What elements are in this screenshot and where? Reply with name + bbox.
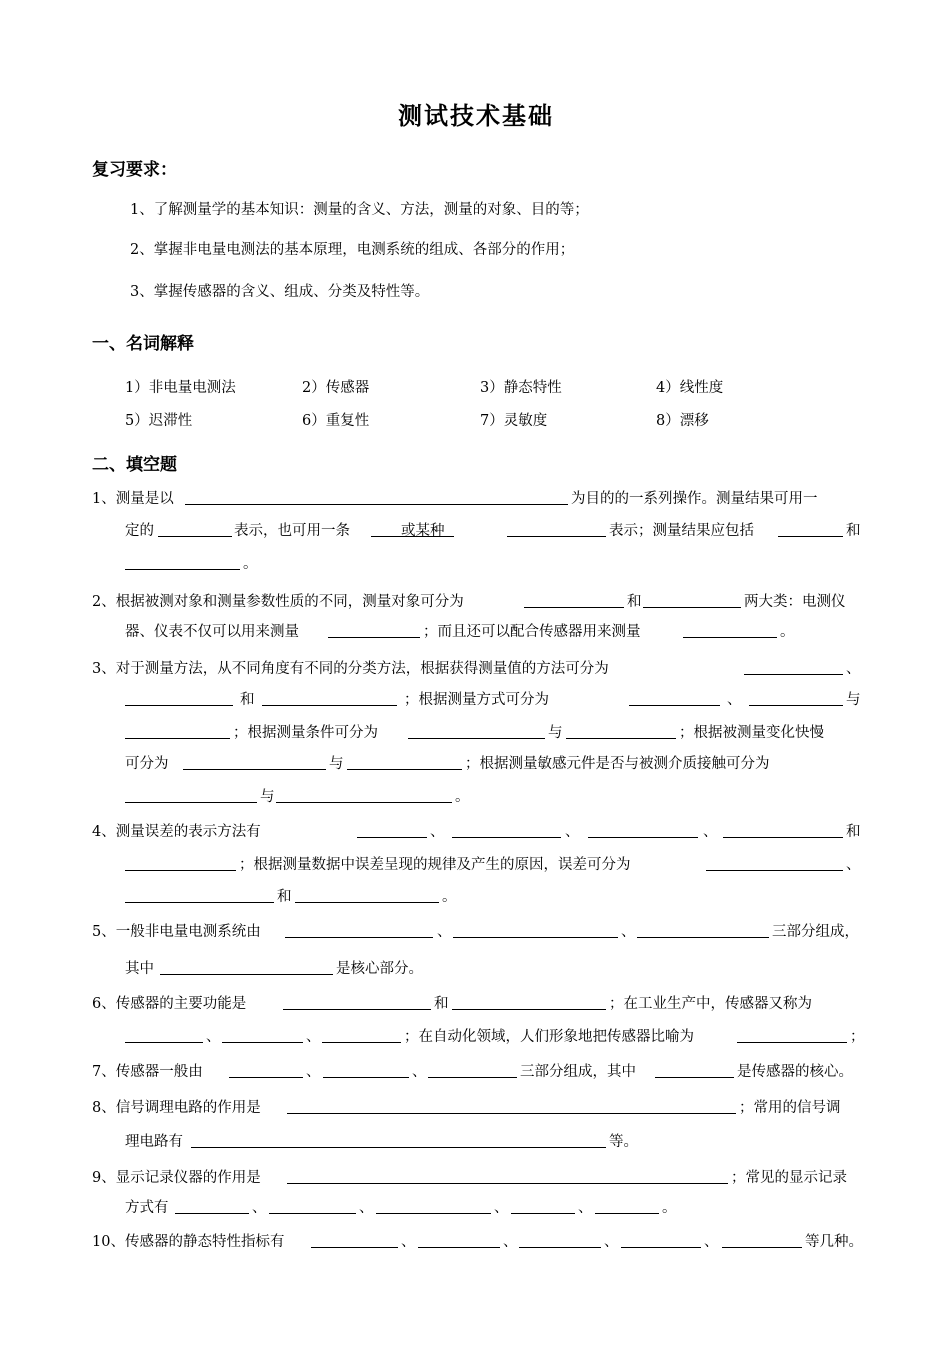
question-text: 、 <box>401 1234 416 1250</box>
answer-blank[interactable] <box>637 937 769 938</box>
answer-blank[interactable] <box>723 837 843 838</box>
question-text: 、 <box>703 824 718 840</box>
answer-blank[interactable] <box>778 536 843 537</box>
answer-blank[interactable] <box>125 870 236 871</box>
question-text: 与 <box>260 789 275 805</box>
answer-blank[interactable] <box>737 1042 847 1043</box>
question-text: 、 <box>412 1064 427 1080</box>
question-text: 为目的的一系列操作。测量结果可用一 <box>571 491 818 507</box>
question-text: 。 <box>243 556 258 572</box>
question-text: 和 <box>627 594 642 610</box>
question-text: 、 <box>359 1200 374 1216</box>
term-item: 3）静态特性 <box>480 380 562 396</box>
question-text: 。 <box>662 1200 677 1216</box>
question-text: 方式有 <box>125 1200 169 1216</box>
question-text: 与 <box>329 756 344 772</box>
question-text: 两大类：电测仪 <box>744 594 846 610</box>
answer-blank[interactable] <box>283 1009 431 1010</box>
answer-blank[interactable] <box>323 1077 409 1078</box>
answer-blank[interactable] <box>655 1077 734 1078</box>
question-text: 、 <box>437 924 452 940</box>
question-text: 、 <box>206 1029 221 1045</box>
term-item: 8）漂移 <box>656 413 709 429</box>
answer-blank[interactable] <box>191 1147 606 1148</box>
answer-blank[interactable] <box>125 705 233 706</box>
question-text: 和 <box>277 889 292 905</box>
answer-blank[interactable] <box>183 769 326 770</box>
answer-blank[interactable] <box>222 1042 303 1043</box>
answer-blank[interactable] <box>295 902 439 903</box>
question-text: 表示，也可用一条 <box>234 523 350 539</box>
question-text: 、 <box>252 1200 267 1216</box>
answer-blank[interactable] <box>722 1247 802 1248</box>
term-item: 4）线性度 <box>656 380 724 396</box>
answer-blank[interactable] <box>276 802 452 803</box>
question-text: 、 <box>621 924 636 940</box>
question-text: 其中 <box>125 961 154 977</box>
answer-blank[interactable] <box>749 705 843 706</box>
answer-blank[interactable] <box>328 637 420 638</box>
answer-blank[interactable] <box>322 1042 401 1043</box>
answer-blank[interactable] <box>706 870 843 871</box>
answer-blank[interactable] <box>408 738 545 739</box>
question-text: 等几种。 <box>805 1234 863 1250</box>
answer-blank[interactable] <box>311 1247 398 1248</box>
question-text: 、 <box>503 1234 518 1250</box>
question-text: 表示；测量结果应包括 <box>609 523 754 539</box>
answer-blank[interactable] <box>595 1213 659 1214</box>
question-text: 三部分组成， <box>772 924 859 940</box>
question-text: 等。 <box>609 1134 638 1150</box>
question-text: ；根据被测量变化快慢 <box>679 725 824 741</box>
term-item: 7）灵敏度 <box>480 413 548 429</box>
question-text: 、 <box>604 1234 619 1250</box>
question-text: 可分为 <box>125 756 169 772</box>
answer-blank[interactable] <box>683 637 777 638</box>
question-text: ；根据测量条件可分为 <box>233 725 378 741</box>
question-text: 、 <box>578 1200 593 1216</box>
answer-blank[interactable] <box>357 837 427 838</box>
question-text: 与 <box>548 725 563 741</box>
answer-blank[interactable] <box>418 1247 500 1248</box>
question-text: 1、测量是以 <box>92 491 174 507</box>
question-text: 、 <box>727 692 742 708</box>
question-text: 或某种 <box>401 523 445 539</box>
answer-blank[interactable] <box>125 1042 203 1043</box>
question-text: 三部分组成，其中 <box>520 1064 636 1080</box>
question-text: 4、测量误差的表示方法有 <box>92 824 261 840</box>
answer-blank[interactable] <box>158 536 232 537</box>
answer-blank[interactable] <box>347 769 462 770</box>
answer-blank[interactable] <box>566 738 676 739</box>
question-text: ；而且还可以配合传感器用来测量 <box>423 624 641 640</box>
question-text: 和 <box>846 824 861 840</box>
question-text: ；根据测量敏感元件是否与被测介质接触可分为 <box>465 756 770 772</box>
answer-blank[interactable] <box>453 937 618 938</box>
question-text: 3、对于测量方法，从不同角度有不同的分类方法，根据获得测量值的方法可分为 <box>92 661 609 677</box>
question-text: 、 <box>846 661 861 677</box>
answer-blank[interactable] <box>376 1213 491 1214</box>
question-text: 、 <box>306 1064 321 1080</box>
answer-blank[interactable] <box>262 705 397 706</box>
answer-blank[interactable] <box>629 705 720 706</box>
question-text: 8、信号调理电路的作用是 <box>92 1100 261 1116</box>
answer-blank[interactable] <box>621 1247 701 1248</box>
question-text: 、 <box>494 1200 509 1216</box>
section2-heading: 二、填空题 <box>92 455 177 475</box>
question-text: 2、根据被测对象和测量参数性质的不同，测量对象可分为 <box>92 594 464 610</box>
question-text: 是核心部分。 <box>336 961 423 977</box>
answer-blank[interactable] <box>160 974 333 975</box>
answer-blank[interactable] <box>519 1247 601 1248</box>
question-text: 。 <box>455 789 470 805</box>
question-text: 、 <box>306 1029 321 1045</box>
question-text: 定的 <box>125 523 154 539</box>
review-heading: 复习要求： <box>92 160 177 180</box>
question-text: 5、一般非电量电测系统由 <box>92 924 261 940</box>
review-item: 1、了解测量学的基本知识：测量的含义、方法，测量的对象、目的等； <box>130 202 589 218</box>
question-text: ；根据测量方式可分为 <box>404 692 549 708</box>
question-text: ；在自动化领域，人们形象地把传感器比喻为 <box>404 1029 694 1045</box>
question-text: 、 <box>846 857 861 873</box>
answer-blank[interactable] <box>507 536 606 537</box>
answer-blank[interactable] <box>287 1113 736 1114</box>
question-text: 6、传感器的主要功能是 <box>92 996 247 1012</box>
term-item: 6）重复性 <box>302 413 370 429</box>
question-text: 和 <box>846 523 861 539</box>
question-text: 与 <box>846 692 861 708</box>
answer-blank[interactable] <box>125 738 230 739</box>
answer-blank[interactable] <box>452 1009 606 1010</box>
answer-blank[interactable] <box>125 802 257 803</box>
answer-blank[interactable] <box>175 1213 249 1214</box>
question-text: 。 <box>780 624 795 640</box>
term-item: 2）传感器 <box>302 380 370 396</box>
question-text: 和 <box>434 996 449 1012</box>
question-text: 9、显示记录仪器的作用是 <box>92 1170 261 1186</box>
answer-blank[interactable] <box>269 1213 356 1214</box>
page-title: 测试技术基础 <box>398 102 554 130</box>
answer-blank[interactable] <box>371 536 454 537</box>
answer-blank[interactable] <box>229 1077 303 1078</box>
question-text: ；常用的信号调 <box>739 1100 841 1116</box>
question-text: 、 <box>704 1234 719 1250</box>
question-text: ；常见的显示记录 <box>731 1170 847 1186</box>
question-text: ；根据测量数据中误差呈现的规律及产生的原因，误差可分为 <box>239 857 631 873</box>
answer-blank[interactable] <box>428 1077 517 1078</box>
review-item: 3、掌握传感器的含义、组成、分类及特性等。 <box>130 284 430 300</box>
question-text: ；在工业生产中，传感器又称为 <box>609 996 812 1012</box>
question-text: 和 <box>240 692 255 708</box>
answer-blank[interactable] <box>185 504 568 505</box>
answer-blank[interactable] <box>524 607 624 608</box>
answer-blank[interactable] <box>285 937 433 938</box>
answer-blank[interactable] <box>125 902 274 903</box>
question-text: 器、仪表不仅可以用来测量 <box>125 624 299 640</box>
question-text: 、 <box>565 824 580 840</box>
answer-blank[interactable] <box>287 1183 728 1184</box>
answer-blank[interactable] <box>744 674 843 675</box>
question-text: 。 <box>442 889 457 905</box>
question-text: 是传感器的核心。 <box>737 1064 853 1080</box>
question-text: 、 <box>430 824 445 840</box>
section1-heading: 一、名词解释 <box>92 334 194 354</box>
term-item: 5）迟滞性 <box>125 413 193 429</box>
answer-blank[interactable] <box>452 837 561 838</box>
review-item: 2、掌握非电量电测法的基本原理，电测系统的组成、各部分的作用； <box>130 242 575 258</box>
answer-blank[interactable] <box>125 569 240 570</box>
term-item: 1）非电量电测法 <box>125 380 236 396</box>
question-text: 7、传感器一般由 <box>92 1064 203 1080</box>
answer-blank[interactable] <box>511 1213 575 1214</box>
answer-blank[interactable] <box>643 607 741 608</box>
question-text: ； <box>850 1029 865 1045</box>
question-text: 理电路有 <box>125 1134 183 1150</box>
answer-blank[interactable] <box>588 837 698 838</box>
question-text: 10、传感器的静态特性指标有 <box>92 1234 285 1250</box>
